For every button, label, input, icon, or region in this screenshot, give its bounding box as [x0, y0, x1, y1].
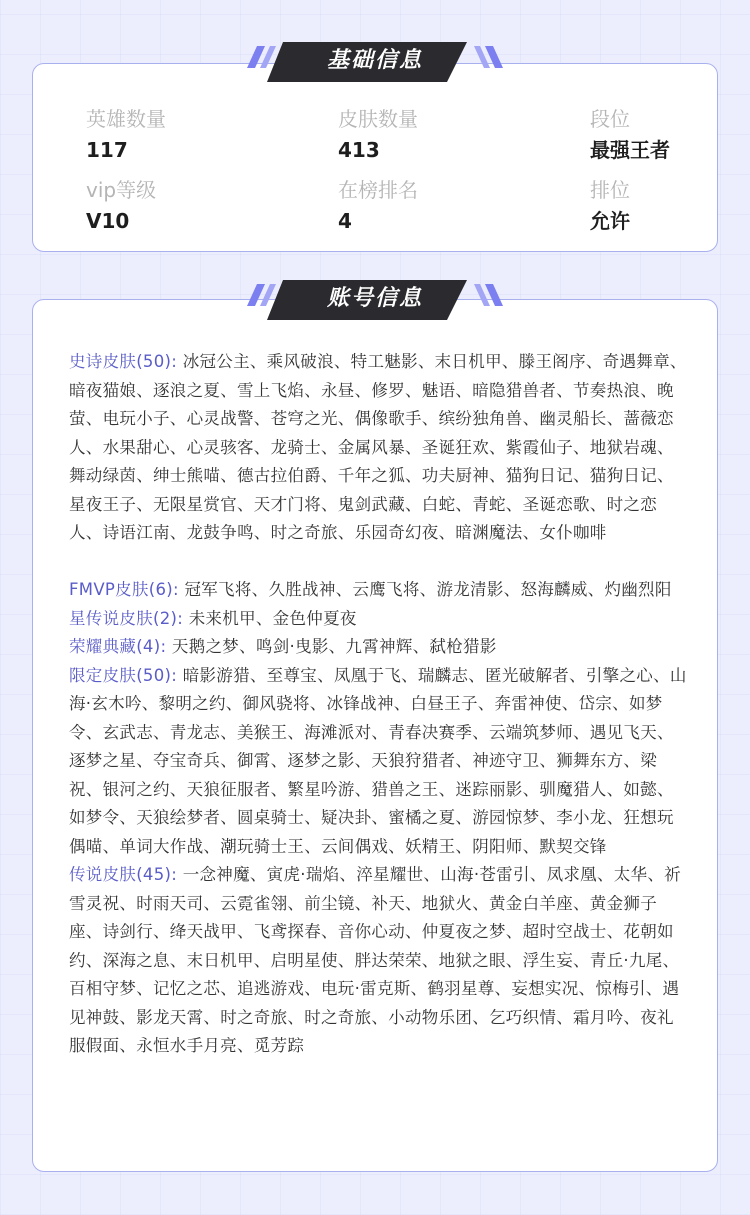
category-items: 暗影游猎、至尊宝、凤凰于飞、瑞麟志、匿光破解者、引擎之心、山海·玄木吟、黎明之约、御风骁将、冰锋战神、白昼王子、奔雷神使、岱宗、如梦令、玄武志、青龙志、美猴王、海滩派对、青春决赛季、云端筑梦师、遇见飞天、逐梦之星、夺宝奇兵、御霄、逐梦之影、天狼狩猎者、神迹守卫、狮舞东方、梁祝、银河之约、天狼征服者、繁星吟游、猎兽之王、迷踪丽影、驯魔猎人、如懿、如梦令、天狼绘梦者、圆桌骑士、疑决卦、蜜橘之夏、游园惊梦、李小龙、狂想玩偶喵、单词大作战、潮玩骑士王、云间偶戏、妖精王、阴阳师、默契交锋: [69, 665, 687, 856]
category-title: FMVP皮肤(6):: [69, 580, 179, 599]
category-title: 传说皮肤(45):: [69, 865, 178, 884]
category-limited: [69, 662, 689, 862]
stat-hero-count: [86, 107, 166, 162]
category-epic: [69, 348, 689, 548]
category-fmvp: [69, 576, 689, 605]
category-glory-collection: [69, 633, 689, 662]
category-title: 史诗皮肤(50):: [69, 352, 178, 371]
category-items: 天鹅之梦、鸣剑·曳影、九霄神辉、弑枪猎影: [171, 637, 497, 656]
category-title: 荣耀典藏(4):: [69, 637, 167, 656]
category-title: 限定皮肤(50):: [69, 665, 178, 685]
basic-info-title: 基础信息: [326, 48, 423, 73]
board-rank-value: 4: [338, 209, 352, 233]
section-title-account: [245, 276, 505, 324]
stat-vip: [86, 178, 156, 233]
stat-ranking: [590, 178, 630, 233]
vip-label: vip等级: [86, 178, 157, 202]
category-items: 冠军飞将、久胜战神、云鹰飞将、游龙清影、怒海麟威、灼幽烈阳: [184, 580, 672, 599]
hero-count-value: 117: [86, 138, 128, 162]
ranking-label: 排位: [590, 178, 630, 202]
stat-board-rank: [338, 178, 418, 233]
category-items: 冰冠公主、乘风破浪、特工魅影、末日机甲、滕王阁序、奇遇舞章、暗夜猫娘、逐浪之夏、雪上飞焰、永昼、修罗、魅语、暗隐猎兽者、节奏热浪、晚萤、电玩小子、心灵战警、苍穹之光、偶像歌手、缤纷独角兽、幽灵船长、蔷薇恋人、水果甜心、心灵骇客、龙骑士、金属风暴、圣诞狂欢、紫霞仙子、地狱岩魂、舞动绿茵、绅士熊喵、德古拉伯爵、千年之狐、功夫厨神、猫狗日记、猫狗日记、星夜王子、无限星赏官、天才门将、鬼剑武藏、白蛇、青蛇、圣诞恋歌、时之恋人、诗语江南、龙鼓争鸣、时之奇旅、乐园奇幻夜、暗渊魔法、女仆咖啡: [69, 352, 687, 542]
account-info-title: 账号信息: [326, 286, 423, 311]
category-legend: [69, 861, 689, 1061]
skin-count-label: 皮肤数量: [338, 107, 418, 131]
category-star-legend: [69, 605, 689, 634]
ranking-value: 允许: [590, 209, 630, 233]
section-title-basic: [245, 38, 505, 86]
rank-label: 段位: [590, 107, 630, 131]
category-items: 一念神魔、寅虎·瑞焰、淬星耀世、山海·苍雷引、凤求凰、太华、祈雪灵祝、时雨天司、云霓雀翎、前尘镜、补天、地狱火、黄金白羊座、黄金狮子座、诗剑行、绛天战甲、飞鸢探春、音你心动、仲夏夜之梦、超时空战士、花朝如约、深海之息、末日机甲、启明星使、胖达荣荣、地狱之眼、浮生妄、青丘·九尾、百相守梦、记忆之芯、追逃游戏、电玩·雷克斯、鹤羽星尊、妄想实况、惊梅引、遇见神鼓、影龙天霄、时之奇旅、时之奇旅、小动物乐团、乞巧织情、霜月吟、夜礼服假面、永恒水手月亮、觅芳踪: [69, 865, 681, 1055]
skin-count-value: 413: [338, 138, 380, 162]
stat-rank: [590, 107, 670, 162]
stat-skin-count: [338, 107, 418, 162]
category-title: 星传说皮肤(2):: [69, 608, 184, 628]
category-items: 未来机甲、金色仲夏夜: [188, 608, 357, 628]
skin-list: [69, 348, 689, 1061]
board-rank-label: 在榜排名: [338, 178, 418, 202]
vip-value: V10: [86, 209, 130, 233]
account-info-panel: [32, 299, 718, 1172]
hero-count-label: 英雄数量: [86, 107, 166, 131]
basic-info-panel: [32, 63, 718, 252]
rank-value: 最强王者: [590, 138, 670, 162]
